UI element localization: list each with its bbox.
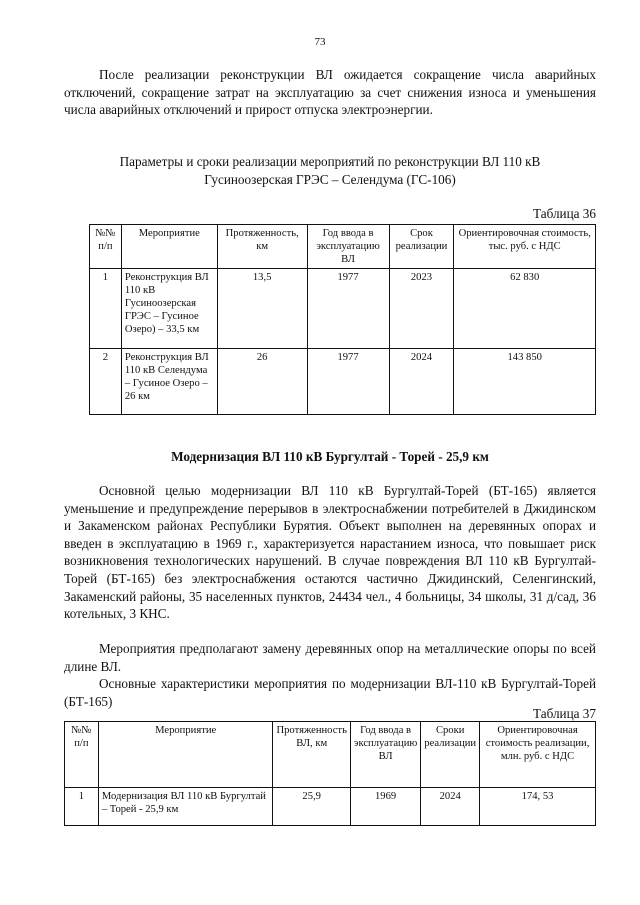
table37-cell: 174, 53 [480,788,596,826]
characteristics-paragraph: Основные характеристики мероприятия по модернизации ВЛ-110 кВ Бургултай-Торей (БТ-165) [64,676,596,709]
table36-header-length: Протяженность, км [217,225,307,269]
table37-header-term: Сроки реализации [421,722,480,788]
table37-cell: Модернизация ВЛ 110 кВ Бургултай – Торей - 25,9 км [98,788,273,826]
table-row [65,788,596,826]
table37-header-year: Год ввода в эксплуатацию ВЛ [350,722,420,788]
table37-cell: 1969 [350,788,420,826]
table36-header-measure: Мероприятие [121,225,217,269]
table36-cell: 2024 [389,349,454,415]
table36-cell: Реконструкция ВЛ 110 кВ Гусиноозерская ГРЭС – Гусиное Озеро) – 33,5 км [121,269,217,349]
section-title: Модернизация ВЛ 110 кВ Бургултай - Торей - 25,9 км [171,449,489,464]
table37-header-row [65,722,596,788]
table36-header-cost: Ориентировочная стоимость, тыс. руб. с НДС [454,225,596,269]
intro-paragraph: После реализации реконструкции ВЛ ожидается сокращение числа аварийных отключений, сокращение затрат на эксплуатацию за счет снижения износа и уменьшения числа аварийных отключений и прирост отпуска электроэнергии. [64,67,596,118]
main-paragraph: Основной целью модернизации ВЛ 110 кВ Бургултай-Торей (БТ-165) является уменьшение и предупреждение перерывов в электроснабжении потребителей в Джидинском и Закаменском районах Республики Бурятия. Объект выполнен на деревянных опорах и введен в эксплуатацию в 1969 г., характеризуется нарастанием износа, что повышает риск возникновения технологических нарушений. В случае повреждения ВЛ 110 кВ Бургултай-Торей (БТ-165) без электроснабжения остаются частично Джидинский, Селенгинский, Закаменский районы, 35 населенных пунктов, 24434 чел., 4 больницы, 34 школы, 31 д/сад, 36 котельных, 3 КНС. [64,483,596,622]
table36-cell: 26 [217,349,307,415]
table37-header-measure: Мероприятие [98,722,273,788]
table36-header-term: Срок реализации [389,225,454,269]
table36-cell: 13,5 [217,269,307,349]
table37-header-num: №№ п/п [65,722,99,788]
table37-label: Таблица 37 [533,706,596,721]
table36-label: Таблица 36 [533,206,596,221]
table36-cell: 62 830 [454,269,596,349]
measures-paragraph: Мероприятия предполагают замену деревянных опор на металлические опоры по всей длине ВЛ. [64,641,596,674]
table36-cell: 2023 [389,269,454,349]
table36-title-line1: Параметры и сроки реализации мероприятий по реконструкции ВЛ 110 кВ [119,154,541,169]
table36-cell: 1 [90,269,122,349]
page-number: 73 [314,36,326,48]
table36-title [64,153,596,188]
table36-cell: 143 850 [454,349,596,415]
table37-header-length: Протяженность ВЛ, км [273,722,350,788]
table36-title-line2: Гусиноозерская ГРЭС – Селендума (ГС-106) [204,171,456,187]
table36-cell: 1977 [307,269,389,349]
table-37 [64,721,596,826]
table-row [90,269,596,349]
table37-cell: 25,9 [273,788,350,826]
table36-cell: 1977 [307,349,389,415]
table37-header-cost: Ориентировочная стоимость реализации, млн. руб. с НДС [480,722,596,788]
table37-cell: 2024 [421,788,480,826]
table36-cell: 2 [90,349,122,415]
table36-header-num: №№ п/п [90,225,122,269]
table36-header-year: Год ввода в эксплуатацию ВЛ [307,225,389,269]
table36-header-row [90,225,596,269]
table-36 [89,224,596,415]
table36-cell: Реконструкция ВЛ 110 кВ Селендума – Гусиное Озеро – 26 км [121,349,217,415]
table37-cell: 1 [65,788,99,826]
table-row [90,349,596,415]
